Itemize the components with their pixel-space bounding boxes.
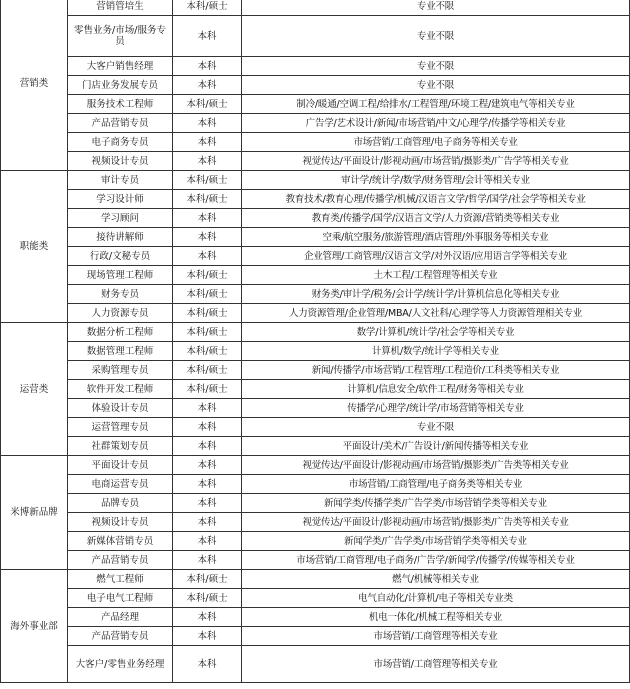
degree-cell: 本科/硕士 bbox=[173, 266, 242, 285]
table-row bbox=[1, 418, 630, 437]
degree-cell: 本科 bbox=[173, 418, 242, 437]
position-cell: 燃气工程师 bbox=[68, 570, 173, 589]
table-row bbox=[1, 152, 630, 171]
table-row bbox=[1, 589, 630, 608]
major-cell: 广告学/艺术设计/新闻/市场营销/中文/心理学/传播学等相关专业 bbox=[242, 114, 630, 133]
table-row bbox=[1, 266, 630, 285]
table-row bbox=[1, 0, 630, 16]
position-cell: 电子电气工程师 bbox=[68, 589, 173, 608]
degree-cell: 本科 bbox=[173, 608, 242, 627]
major-cell: 机电一体化/机械工程等相关专业 bbox=[242, 608, 630, 627]
degree-cell: 本科/硕士 bbox=[173, 0, 242, 16]
table-row bbox=[1, 532, 630, 551]
category-cell: 运营类 bbox=[1, 323, 68, 456]
table-row bbox=[1, 513, 630, 532]
table-row bbox=[1, 209, 630, 228]
degree-cell: 本科 bbox=[173, 627, 242, 646]
table-row bbox=[1, 456, 630, 475]
table-row bbox=[1, 95, 630, 114]
table-row bbox=[1, 228, 630, 247]
position-cell: 产品营销专员 bbox=[68, 551, 173, 570]
position-cell: 品牌专员 bbox=[68, 494, 173, 513]
degree-cell: 本科 bbox=[173, 532, 242, 551]
table-row bbox=[1, 247, 630, 266]
major-cell: 专业不限 bbox=[242, 0, 630, 16]
degree-cell: 本科/硕士 bbox=[173, 323, 242, 342]
degree-cell: 本科/硕士 bbox=[173, 342, 242, 361]
degree-cell: 本科 bbox=[173, 114, 242, 133]
major-cell: 制冷/暖通/空调工程/给排水/工程管理/环境工程/建筑电气等相关专业 bbox=[242, 95, 630, 114]
table-row bbox=[1, 437, 630, 456]
table-row bbox=[1, 76, 630, 95]
degree-cell: 本科 bbox=[173, 494, 242, 513]
major-cell: 视觉传达/平面设计/影视动画/市场营销/摄影类/广告类等相关专业 bbox=[242, 456, 630, 475]
degree-cell: 本科/硕士 bbox=[173, 285, 242, 304]
table-row bbox=[1, 475, 630, 494]
major-cell: 专业不限 bbox=[242, 76, 630, 95]
major-cell: 审计学/统计学/数学/财务管理/会计等相关专业 bbox=[242, 171, 630, 190]
table-row bbox=[1, 171, 630, 190]
table-row bbox=[1, 570, 630, 589]
position-cell: 新媒体营销专员 bbox=[68, 532, 173, 551]
position-cell: 数据管理工程师 bbox=[68, 342, 173, 361]
table-row bbox=[1, 57, 630, 76]
position-cell: 人力资源专员 bbox=[68, 304, 173, 323]
major-cell: 空乘/航空服务/旅游管理/酒店管理/外事服务等相关专业 bbox=[242, 228, 630, 247]
major-cell: 新闻学类/传播学类/广告学类/市场营销学类等相关专业 bbox=[242, 494, 630, 513]
degree-cell: 本科/硕士 bbox=[173, 361, 242, 380]
major-cell: 市场营销/工商管理等相关专业 bbox=[242, 646, 630, 683]
position-cell: 电商运营专员 bbox=[68, 475, 173, 494]
table-row bbox=[1, 380, 630, 399]
position-cell: 财务专员 bbox=[68, 285, 173, 304]
degree-cell: 本科 bbox=[173, 16, 242, 57]
degree-cell: 本科/硕士 bbox=[173, 171, 242, 190]
major-cell: 数学/计算机/统计学/社会学等相关专业 bbox=[242, 323, 630, 342]
degree-cell: 本科/硕士 bbox=[173, 589, 242, 608]
major-cell: 电气自动化/计算机/电子等相关专业类 bbox=[242, 589, 630, 608]
major-cell: 企业管理/工商管理/汉语言文学/对外汉语/应用语言学等相关专业 bbox=[242, 247, 630, 266]
table-row bbox=[1, 646, 630, 683]
degree-cell: 本科/硕士 bbox=[173, 380, 242, 399]
table-row bbox=[1, 551, 630, 570]
major-cell: 专业不限 bbox=[242, 57, 630, 76]
table-row bbox=[1, 285, 630, 304]
major-cell: 新闻/传播学/市场营销/工程管理/工程造价/工科类等相关专业 bbox=[242, 361, 630, 380]
degree-cell: 本科 bbox=[173, 456, 242, 475]
table-row bbox=[1, 342, 630, 361]
major-cell: 市场营销/工商管理/电子商务等相关专业 bbox=[242, 133, 630, 152]
major-cell: 计算机/数学/统计学等相关专业 bbox=[242, 342, 630, 361]
table-row bbox=[1, 114, 630, 133]
degree-cell: 本科 bbox=[173, 228, 242, 247]
position-cell: 产品经理 bbox=[68, 608, 173, 627]
category-cell: 海外事业部 bbox=[1, 570, 68, 683]
major-cell: 专业不限 bbox=[242, 418, 630, 437]
degree-cell: 本科/硕士 bbox=[173, 190, 242, 209]
degree-cell: 本科 bbox=[173, 475, 242, 494]
major-cell: 市场营销/工商管理/电子商务类等相关专业 bbox=[242, 475, 630, 494]
position-cell: 零售业务/市场/服务专员 bbox=[68, 16, 173, 57]
position-cell: 采购管理专员 bbox=[68, 361, 173, 380]
major-cell: 教育技术/教育心理/传播学/机械/汉语言文学/哲学/国学/社会学等相关专业 bbox=[242, 190, 630, 209]
position-cell: 产品营销专员 bbox=[68, 114, 173, 133]
table-row bbox=[1, 608, 630, 627]
position-cell: 体验设计专员 bbox=[68, 399, 173, 418]
major-cell: 市场营销/工商管理/电子商务/广告学/新闻学/传播学/传媒等相关专业 bbox=[242, 551, 630, 570]
table-row bbox=[1, 399, 630, 418]
table-row bbox=[1, 494, 630, 513]
table-row bbox=[1, 16, 630, 57]
degree-cell: 本科 bbox=[173, 209, 242, 228]
position-cell: 产品营销专员 bbox=[68, 627, 173, 646]
table-row bbox=[1, 304, 630, 323]
major-cell: 教育类/传播学/国学/汉语言文学/人力资源/营销类等相关专业 bbox=[242, 209, 630, 228]
position-cell: 审计专员 bbox=[68, 171, 173, 190]
major-cell: 市场营销/工商管理等相关专业 bbox=[242, 627, 630, 646]
degree-cell: 本科/硕士 bbox=[173, 95, 242, 114]
position-cell: 软件开发工程师 bbox=[68, 380, 173, 399]
major-cell: 燃气/机械等相关专业 bbox=[242, 570, 630, 589]
position-cell: 大客户/零售业务经理 bbox=[68, 646, 173, 683]
degree-cell: 本科 bbox=[173, 133, 242, 152]
major-cell: 土木工程/工程管理等相关专业 bbox=[242, 266, 630, 285]
position-cell: 营销管培生 bbox=[68, 0, 173, 16]
degree-cell: 本科 bbox=[173, 646, 242, 683]
major-cell: 计算机/信息安全/软件工程/财务等相关专业 bbox=[242, 380, 630, 399]
major-cell: 传播学/心理学/统计学/市场营销等相关专业 bbox=[242, 399, 630, 418]
major-cell: 视觉传达/平面设计/影视动画/市场营销/摄影类/广告学等相关专业 bbox=[242, 152, 630, 171]
major-cell: 平面设计/美术/广告设计/新闻传播等相关专业 bbox=[242, 437, 630, 456]
degree-cell: 本科/硕士 bbox=[173, 570, 242, 589]
degree-cell: 本科 bbox=[173, 513, 242, 532]
degree-cell: 本科 bbox=[173, 76, 242, 95]
degree-cell: 本科 bbox=[173, 247, 242, 266]
position-cell: 门店业务发展专员 bbox=[68, 76, 173, 95]
degree-cell: 本科 bbox=[173, 437, 242, 456]
major-cell: 新闻学类/广告学类/市场营销学类等相关专业 bbox=[242, 532, 630, 551]
table-row bbox=[1, 361, 630, 380]
degree-cell: 本科/硕士 bbox=[173, 304, 242, 323]
major-cell: 人力资源管理/企业管理/MBA/人文社科/心理学等人力资源管理相关专业 bbox=[242, 304, 630, 323]
position-cell: 社群策划专员 bbox=[68, 437, 173, 456]
position-cell: 运营管理专员 bbox=[68, 418, 173, 437]
table-row bbox=[1, 323, 630, 342]
degree-cell: 本科 bbox=[173, 399, 242, 418]
position-cell: 视频设计专员 bbox=[68, 513, 173, 532]
position-cell: 数据分析工程师 bbox=[68, 323, 173, 342]
table-row bbox=[1, 190, 630, 209]
degree-cell: 本科 bbox=[173, 551, 242, 570]
recruitment-table-body bbox=[1, 0, 630, 683]
position-cell: 接待讲解师 bbox=[68, 228, 173, 247]
category-cell: 营销类 bbox=[1, 0, 68, 171]
position-cell: 平面设计专员 bbox=[68, 456, 173, 475]
degree-cell: 本科 bbox=[173, 57, 242, 76]
position-cell: 大客户销售经理 bbox=[68, 57, 173, 76]
degree-cell: 本科 bbox=[173, 152, 242, 171]
position-cell: 学习顾问 bbox=[68, 209, 173, 228]
position-cell: 学习设计师 bbox=[68, 190, 173, 209]
position-cell: 电子商务专员 bbox=[68, 133, 173, 152]
position-cell: 服务技术工程师 bbox=[68, 95, 173, 114]
position-cell: 行政/文秘专员 bbox=[68, 247, 173, 266]
table-row bbox=[1, 133, 630, 152]
major-cell: 专业不限 bbox=[242, 16, 630, 57]
major-cell: 视觉传达/平面设计/影视动画/市场营销/摄影类/广告类等相关专业 bbox=[242, 513, 630, 532]
position-cell: 现场管理工程师 bbox=[68, 266, 173, 285]
category-cell: 米博新品牌 bbox=[1, 456, 68, 570]
major-cell: 财务类/审计学/税务/会计学/统计学/计算机信息化等相关专业 bbox=[242, 285, 630, 304]
table-row bbox=[1, 627, 630, 646]
position-cell: 视频设计专员 bbox=[68, 152, 173, 171]
category-cell: 职能类 bbox=[1, 171, 68, 323]
